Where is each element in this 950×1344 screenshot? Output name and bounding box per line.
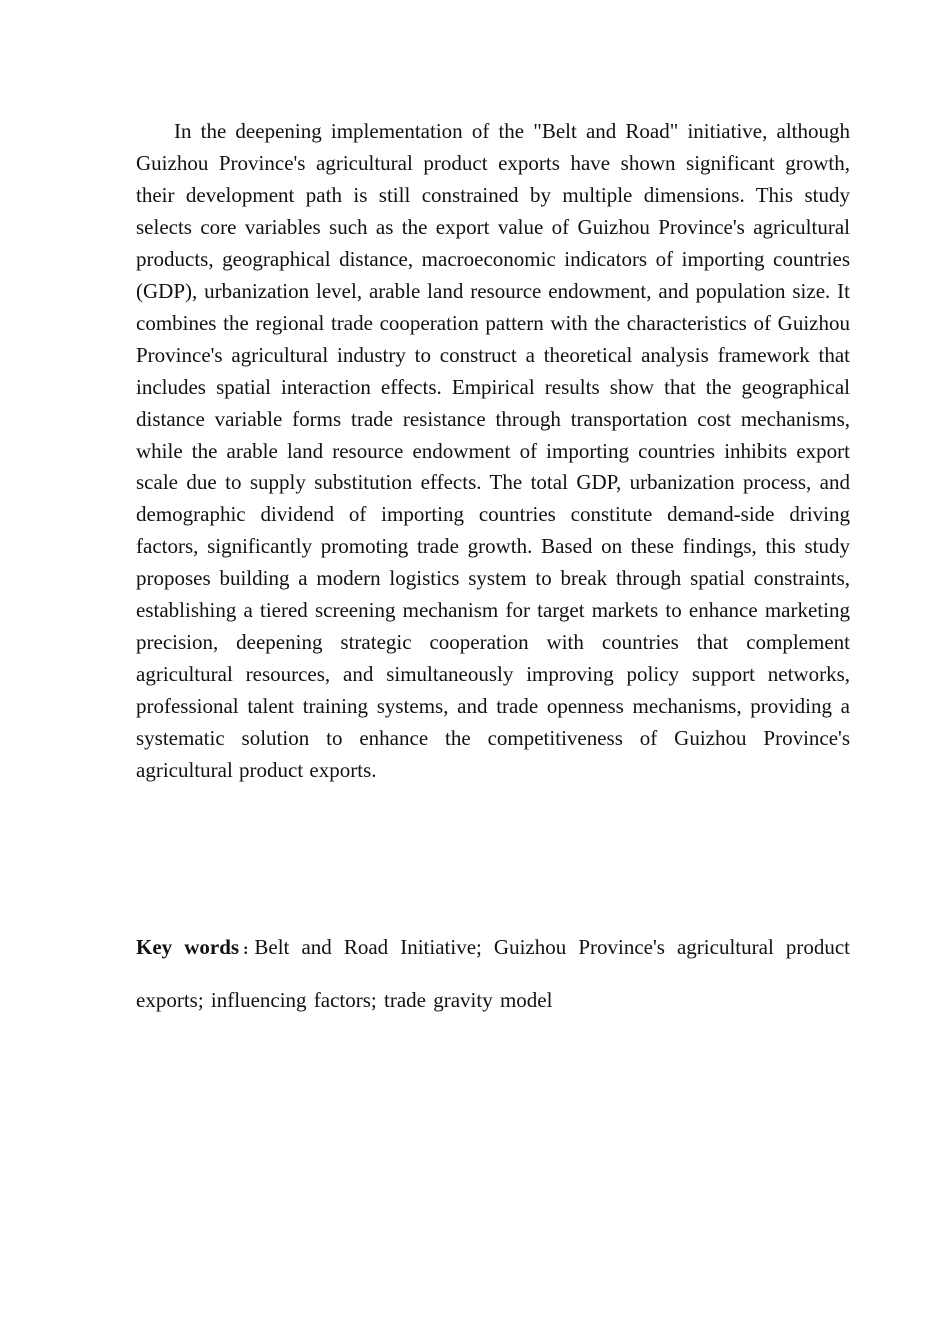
keywords-line	[136, 922, 850, 1025]
abstract-paragraph: In the deepening implementation of the "Belt and Road" initiative, although Guizhou Province's agricultural product exports have shown significant growth, their development path is still constrained by multiple dimensions. This study selects core variables such as the export value of Guizhou Province's agricultural products, geographical distance, macroeconomic indicators of importing countries (GDP), urbanization level, arable land resource endowment, and population size. It combines the regional trade cooperation pattern with the characteristics of Guizhou Province's agricultural industry to construct a theoretical analysis framework that includes spatial interaction effects. Empirical results show that the geographical distance variable forms trade resistance through transportation cost mechanisms, while the arable land resource endowment of importing countries inhibits export scale due to supply substitution effects. The total GDP, urbanization process, and demographic dividend of importing countries constitute demand-side driving factors, significantly promoting trade growth. Based on these findings, this study proposes building a modern logistics system to break through spatial constraints, establishing a tiered screening mechanism for target markets to enhance marketing precision, deepening strategic cooperation with countries that complement agricultural resources, and simultaneously improving policy support networks, professional talent training systems, and trade openness mechanisms, providing a systematic solution to enhance the competitiveness of Guizhou Province's agricultural product exports.	[136, 119, 850, 783]
keywords-text: Belt and Road Initiative; Guizhou Province's agricultural product exports; influencing factors; trade gravity model	[136, 935, 850, 1012]
keywords-label: Key words	[136, 935, 240, 959]
keywords-colon: :	[243, 941, 249, 958]
